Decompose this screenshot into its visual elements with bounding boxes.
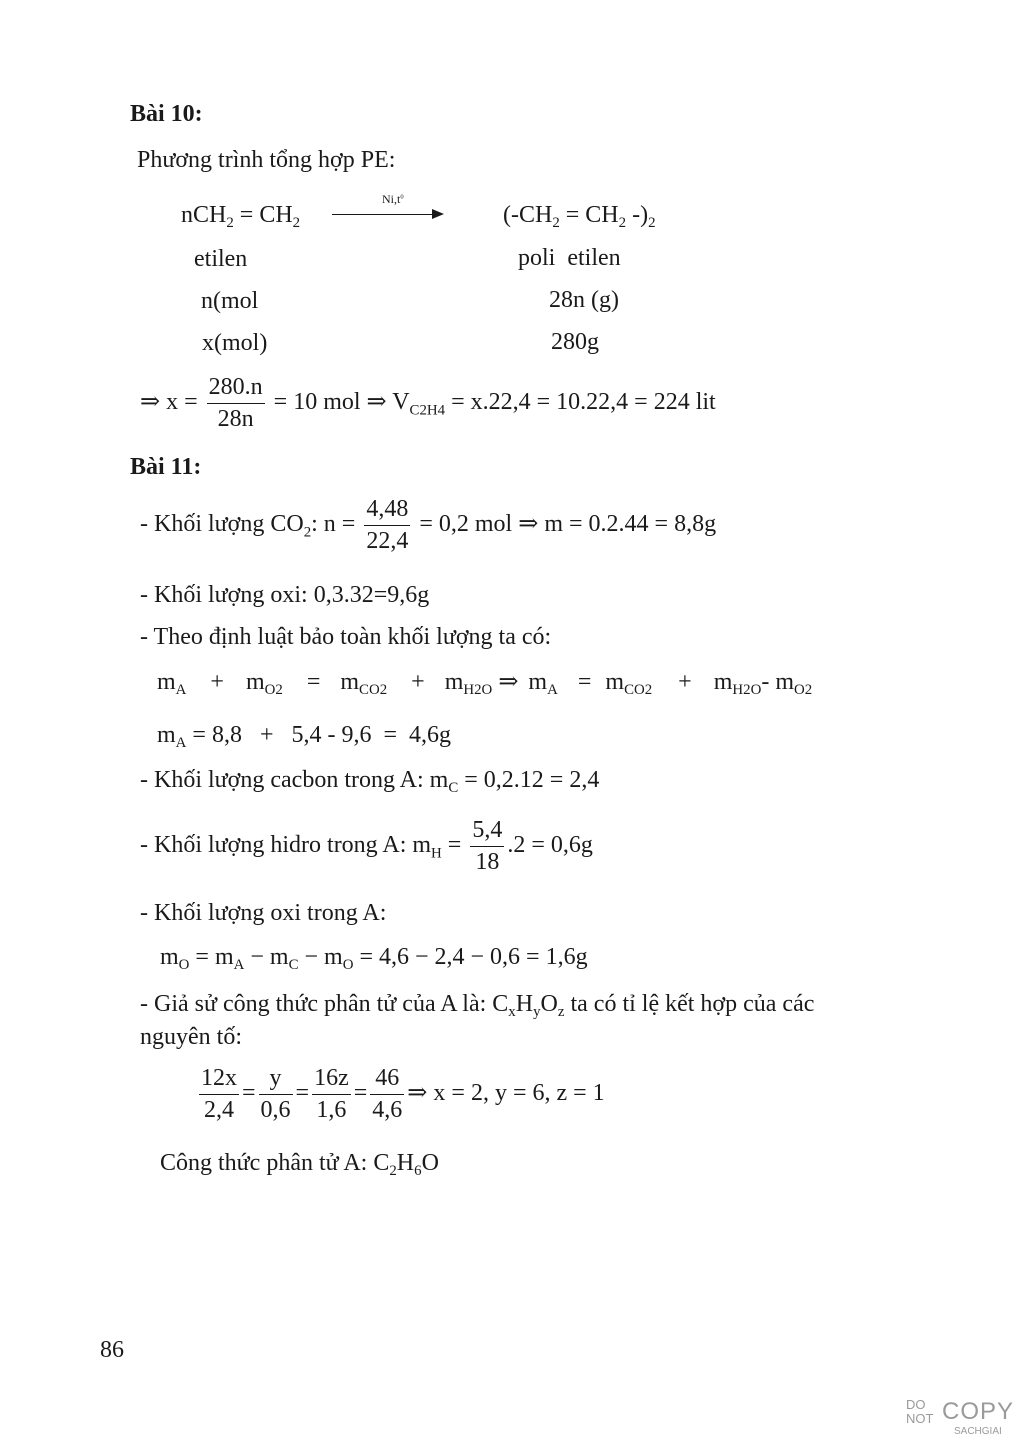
law-line: - Theo định luật bảo toàn khối lượng ta có: xyxy=(140,624,552,650)
reaction-product: ($-CH_2 = CH_2$ $-)_2$ xyxy=(503,202,656,232)
oxi-line: - Khối lượng oxi: 0,3.32=9,6g xyxy=(140,582,430,608)
bai11-title: Bài 11: xyxy=(130,454,202,480)
reaction-reactant: $nCH_2 = CH_2$ xyxy=(181,202,301,232)
assume-line-2: nguyên tố: xyxy=(140,1024,242,1050)
catalyst-label: $Ni,t^0$ xyxy=(382,192,404,206)
arrow-head-icon xyxy=(432,209,444,219)
row2-right: 280g xyxy=(551,329,599,355)
reaction-arrow xyxy=(330,193,445,223)
assume-line-1: - Giả sử công thức phân tử của A là: $C_xH_yO_z$ ta có tỉ lệ kết hợp của các xyxy=(140,991,815,1021)
carbon-line: - Khối lượng cacbon trong A: $m_C = 0,2.12 = 2,4$ xyxy=(140,767,600,797)
fraction: $\frac{y}{0,6}$ xyxy=(260,1065,291,1124)
bai10-intro: Phương trình tổng hợp PE: xyxy=(137,147,396,173)
oxi-in-a-line: - Khối lượng oxi trong A: xyxy=(140,900,387,926)
bai10-title: Bài 10: xyxy=(130,101,203,127)
row2-left: x(mol) xyxy=(202,330,268,356)
fraction: $\frac{16z}{1,6}$ xyxy=(314,1065,349,1124)
arrow-line xyxy=(332,214,434,215)
fraction: $\frac{12x}{2,4}$ xyxy=(201,1065,237,1124)
co2-line: - Khối lượng $CO_2$: n = $\frac{4,48}{22,4}$ = 0,2 mol ⇒ m = 0.2.44 = 8,8g xyxy=(140,496,717,555)
bai10-calculation: ⇒ x = $\frac{280.n}{28n}$ = 10 mol ⇒ $V_{C2H4} = x.22,4 = 10.22,4 = 224$ lit xyxy=(140,374,716,433)
row1-left: n(mol xyxy=(201,288,259,314)
ratio-equation: $\frac{12x}{2,4}$ = $\frac{y}{0,6}$ = $\frac{16z}{1,6}$ = $\frac{46}{4,6}$ ⇒ x = 2, y = 6, z = 1 xyxy=(201,1065,605,1124)
mA-value-line: $m_A = 8,8 + 5,4 - 9,6 = 4,6g$ xyxy=(157,722,452,752)
fraction: $\frac{4,48}{22,4}$ xyxy=(366,496,409,555)
page-number: 86 xyxy=(100,1337,124,1363)
watermark-logo: DO NOT COPY SACHGIAI xyxy=(906,1397,1015,1437)
mass-equation: $m_A + m_{O2} = m_{CO2} + m_{H2O}$ ⇒ $m_A = m_{CO2} + m_{H2O}-$ $m_{O2}$ xyxy=(157,669,813,699)
hydro-line: - Khối lượng hidro trong A: $m_H$ = $\frac{5,4}{18}$ .2 = 0,6g xyxy=(140,817,593,876)
product-name: poli etilen xyxy=(518,245,621,271)
reactant-name: etilen xyxy=(194,246,248,272)
mO-line: $m_O = m_A - m_C - m_O = 4,6 - 2,4 - 0,6 = 1,6g$ xyxy=(160,944,588,974)
fraction: $\frac{46}{4,6}$ xyxy=(372,1065,403,1124)
fraction: $\frac{280.n}{28n}$ xyxy=(208,374,263,433)
fraction: $\frac{5,4}{18}$ xyxy=(472,817,503,876)
formula-line: Công thức phân tử A: $C_2H_6O$ xyxy=(160,1150,439,1180)
row1-right: 28n (g) xyxy=(549,287,619,313)
